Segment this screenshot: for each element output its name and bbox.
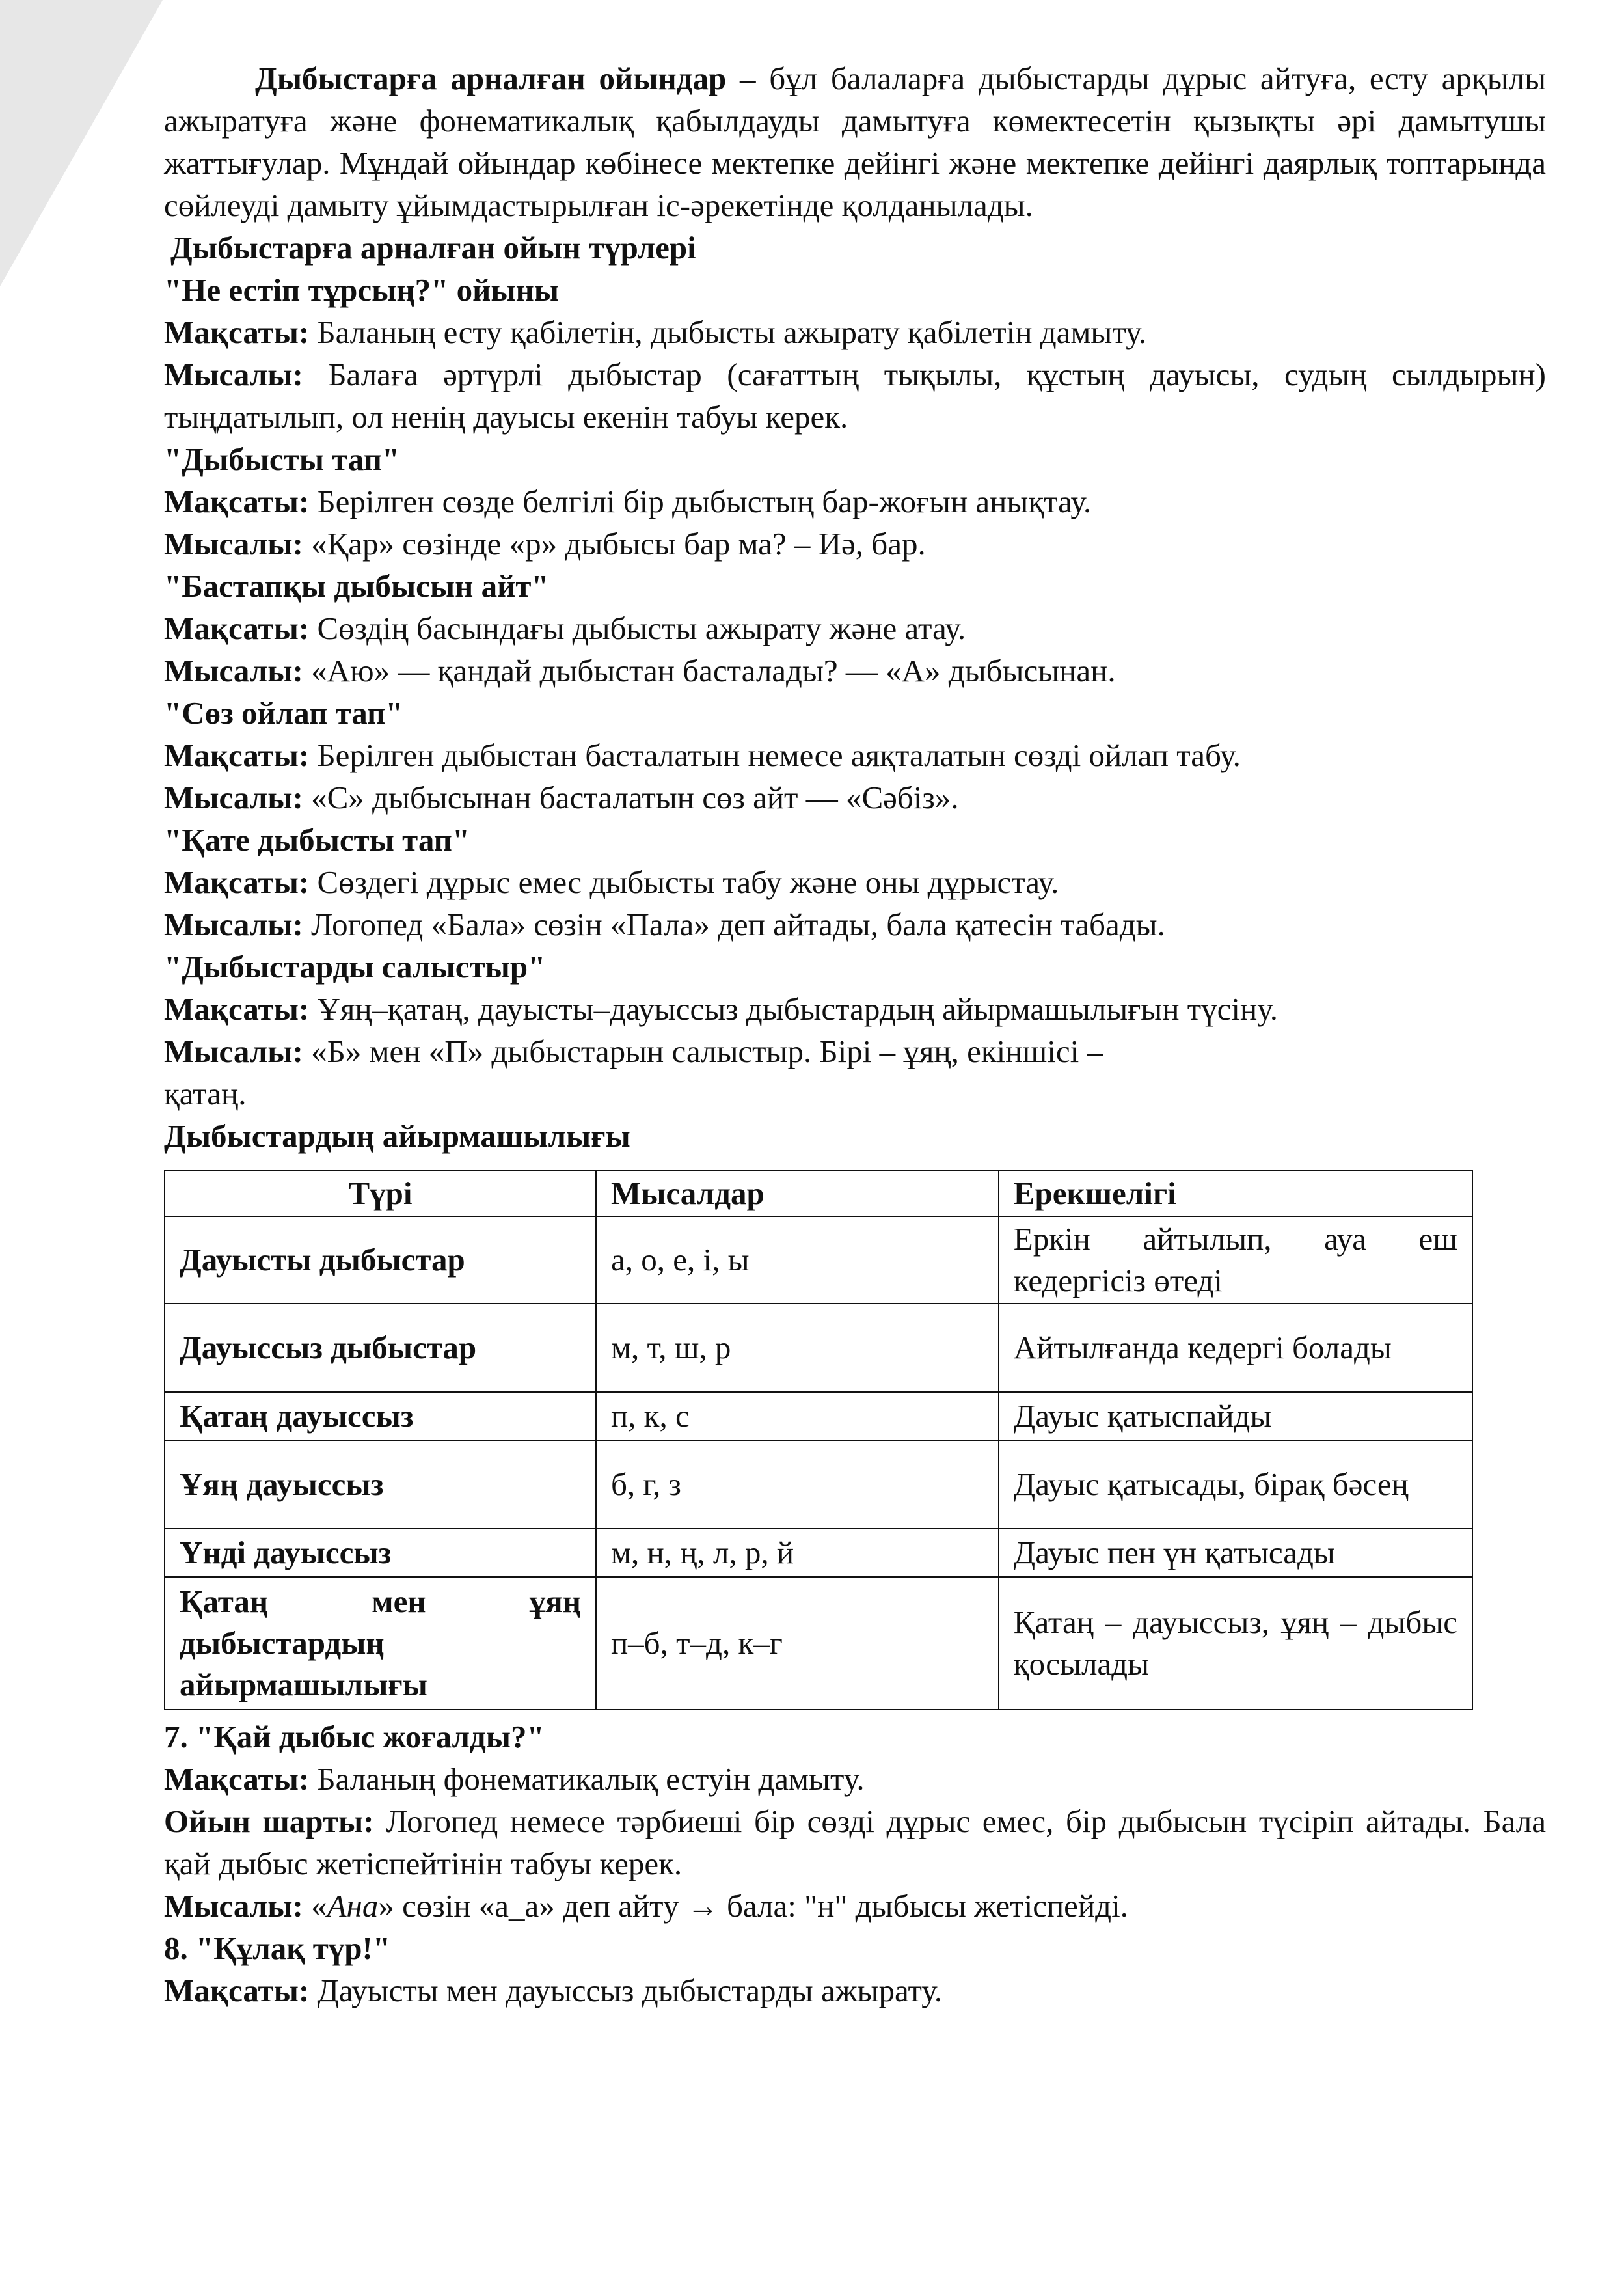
- game-example: [164, 903, 1546, 946]
- example-label: Мысалы:: [164, 526, 303, 562]
- table-row: [165, 1577, 1472, 1710]
- table-row: [165, 1529, 1472, 1577]
- table-cell: Қатаң – дауыссыз, ұяң – дыбыс қосылады: [999, 1577, 1472, 1710]
- game-goal: [164, 1758, 1546, 1800]
- table-row: [165, 1304, 1472, 1392]
- game-title: "Сөз ойлап тап": [164, 695, 403, 731]
- intro-text: – бұл балаларға дыбыстарды дұрыс айтуға, есту арқылы ажыратуға және фонематикалық қабылдауды дамытуға көмектесетін қызықты әрі дамытушы жаттығулар. Мұндай ойындар көбінесе мектепке дейінгі және мектепке дейінгі даярлық топтарында сөйлеуді дамыту ұйымдастырылған іс-әрекетінде қолданылады.: [164, 61, 1546, 223]
- goal-text: Берілген дыбыстан басталатын немесе аяқталатын сөзді ойлап табу.: [309, 737, 1241, 773]
- example-text: «: [303, 1888, 327, 1924]
- example-label: Мысалы:: [164, 1033, 303, 1069]
- example-continuation: қатаң.: [164, 1076, 247, 1112]
- example-label: Мысалы:: [164, 357, 303, 392]
- goal-label: Мақсаты:: [164, 864, 310, 900]
- table-cell: а, о, е, і, ы: [596, 1216, 999, 1304]
- table-cell: б, г, з: [596, 1440, 999, 1529]
- table-header: Ерекшелігі: [999, 1171, 1472, 1216]
- document-body: [164, 57, 1546, 2012]
- table-cell: Еркін айтылып, ауа еш кедергісіз өтеді: [999, 1216, 1472, 1304]
- goal-text: Баланың есту қабілетін, дыбысты ажырату қабілетін дамыту.: [309, 314, 1146, 350]
- table-row: [165, 1216, 1472, 1304]
- goal-label: Мақсаты:: [164, 484, 310, 519]
- goal-text: Баланың фонематикалық естуін дамыту.: [309, 1761, 865, 1797]
- goal-label: Мақсаты:: [164, 737, 310, 773]
- table-header: Мысалдар: [596, 1171, 999, 1216]
- example-label: Мысалы:: [164, 1888, 303, 1924]
- game-example: [164, 1885, 1546, 1927]
- game-title: "Дыбысты тап": [164, 441, 400, 477]
- game-goal: [164, 861, 1546, 903]
- table-title: Дыбыстардың айырмашылығы: [164, 1118, 630, 1154]
- goal-label: Мақсаты:: [164, 1761, 310, 1797]
- table-cell: Дауыс қатысады, бірақ бәсең: [999, 1440, 1472, 1529]
- game-example: [164, 523, 1546, 565]
- game-title: "Қате дыбысты тап": [164, 822, 470, 858]
- table-cell: Ұяң дауыссыз: [165, 1440, 596, 1529]
- table-cell: п–б, т–д, к–г: [596, 1577, 999, 1710]
- example-text: » сөзін «а_а» деп айту → бала: "н" дыбысы жетіспейді.: [378, 1888, 1128, 1924]
- goal-text: Дауысты мен дауыссыз дыбыстарды ажырату.: [309, 1973, 943, 2008]
- game-title: "Бастапқы дыбысын айт": [164, 568, 549, 604]
- game-goal: [164, 734, 1546, 776]
- game-goal: [164, 311, 1546, 353]
- game-title: 7. "Қай дыбыс жоғалды?": [164, 1719, 545, 1755]
- goal-text: Ұяң–қатаң, дауысты–дауыссыз дыбыстардың айырмашылығын түсіну.: [309, 991, 1279, 1027]
- example-text: «С» дыбысынан басталатын сөз айт — «Сәбіз».: [303, 780, 959, 815]
- example-text: Балаға әртүрлі дыбыстар (сағаттың тықылы, құстың дауысы, судың сылдырын) тыңдатылып, ол ненің дауысы екенін табуы керек.: [164, 357, 1546, 435]
- table-cell: м, н, ң, л, р, й: [596, 1529, 999, 1577]
- game-title: "Не естіп тұрсың?" ойыны: [164, 272, 560, 308]
- game-title: 8. "Құлақ түр!": [164, 1930, 391, 1966]
- game-goal: [164, 607, 1546, 649]
- table-cell: Қатаң дауыссыз: [165, 1392, 596, 1440]
- example-label: Мысалы:: [164, 907, 303, 942]
- game-goal: [164, 1969, 1546, 2012]
- table-cell: Үнді дауыссыз: [165, 1529, 596, 1577]
- goal-label: Мақсаты:: [164, 1973, 310, 2008]
- example-word: Ана: [327, 1888, 379, 1924]
- example-label: Мысалы:: [164, 780, 303, 815]
- sounds-table: [164, 1170, 1473, 1710]
- table-header: Түрі: [165, 1171, 596, 1216]
- game-goal: [164, 988, 1546, 1030]
- table-cell: м, т, ш, р: [596, 1304, 999, 1392]
- example-text: «Аю» — қандай дыбыстан басталады? — «А» дыбысынан.: [303, 653, 1116, 689]
- game-example: [164, 353, 1546, 438]
- example-label: Мысалы:: [164, 653, 303, 689]
- table-cell: Дауысты дыбыстар: [165, 1216, 596, 1304]
- table-cell: Дауыссыз дыбыстар: [165, 1304, 596, 1392]
- table-row: [165, 1440, 1472, 1529]
- goal-label: Мақсаты:: [164, 610, 310, 646]
- rule-label: Ойын шарты:: [164, 1803, 374, 1839]
- intro-paragraph: [164, 57, 1546, 226]
- goal-text: Сөздегі дұрыс емес дыбысты табу және оны дұрыстау.: [309, 864, 1059, 900]
- game-rule: [164, 1800, 1546, 1885]
- table-cell: Дауыс пен үн қатысады: [999, 1529, 1472, 1577]
- game-title: "Дыбыстарды салыстыр": [164, 949, 546, 985]
- goal-label: Мақсаты:: [164, 991, 310, 1027]
- goal-text: Берілген сөзде белгілі бір дыбыстың бар-жоғын анықтау.: [309, 484, 1092, 519]
- section-title: Дыбыстарға арналған ойын түрлері: [170, 230, 696, 266]
- rule-text: Логопед немесе тәрбиеші бір сөзді дұрыс емес, бір дыбысын түсіріп айтады. Бала қай дыбыс жетіспейтінін табуы керек.: [164, 1803, 1546, 1881]
- table-cell: п, к, с: [596, 1392, 999, 1440]
- example-text: Логопед «Бала» сөзін «Пала» деп айтады, бала қатесін табады.: [303, 907, 1165, 942]
- table-row: [165, 1392, 1472, 1440]
- goal-text: Сөздің басындағы дыбысты ажырату және атау.: [309, 610, 966, 646]
- table-cell: Қатаң мен ұяң дыбыстардың айырмашылығы: [165, 1577, 596, 1710]
- example-text: «Қар» сөзінде «р» дыбысы бар ма? – Иә, бар.: [303, 526, 926, 562]
- table-header-row: [165, 1171, 1472, 1216]
- table-cell: Айтылғанда кедергі болады: [999, 1304, 1472, 1392]
- goal-label: Мақсаты:: [164, 314, 310, 350]
- game-example: [164, 1030, 1546, 1073]
- table-cell: Дауыс қатыспайды: [999, 1392, 1472, 1440]
- game-example: [164, 649, 1546, 692]
- example-text: «Б» мен «П» дыбыстарын салыстыр. Бірі – ұяң, екіншісі –: [303, 1033, 1103, 1069]
- game-goal: [164, 480, 1546, 523]
- folded-page-corner: [0, 0, 163, 286]
- game-example: [164, 776, 1546, 819]
- intro-term: Дыбыстарға арналған ойындар: [255, 61, 727, 96]
